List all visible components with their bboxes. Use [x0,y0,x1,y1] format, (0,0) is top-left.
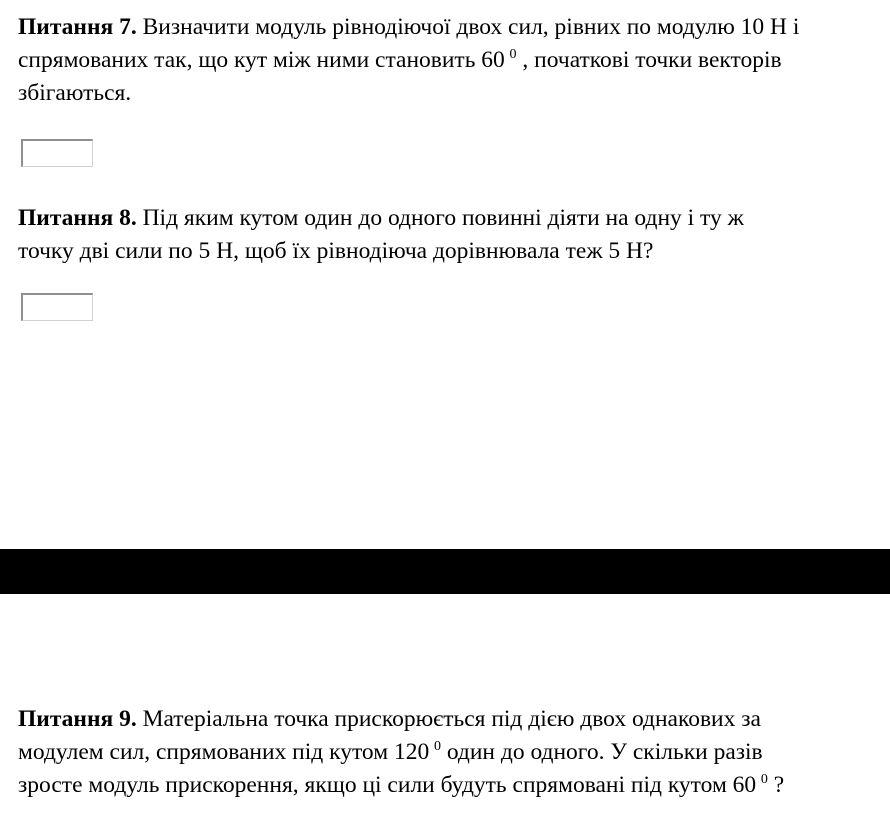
question-9-line-1 [18,703,890,736]
degree-mark: 0 [433,739,441,754]
question-8-line-1 [18,202,890,235]
question-9-number: Питання 9. [18,706,137,732]
question-7-text-4: збігаються. [18,80,132,106]
question-8-text-2: точку дві сили по 5 Н, щоб їх рівнодіюча дорівнювала теж 5 Н? [18,238,654,264]
black-separator-band [0,549,890,594]
question-9-text-4: зросте модуль прискорення, якщо ці сили будуть спрямовані під кутом 60 [18,772,757,798]
question-9 [18,703,890,802]
question-7-text-3: , початкові точки векторів [516,47,782,73]
degree-mark: 0 [760,772,768,787]
question-8-text-1: Під яким кутом один до одного повинні діяти на одну і ту ж [136,205,744,231]
question-8-number: Питання 8. [18,205,137,231]
question-9-line-3 [18,769,890,802]
question-7-line-3 [18,77,890,110]
question-7-number: Питання 7. [18,14,137,40]
question-7-text-2: спрямованих так, що кут між ними становить 60 [18,47,505,73]
question-7 [18,11,890,110]
question-8-line-2 [18,235,890,268]
question-9-line-2 [18,736,890,769]
question-9-text-1: Матеріальна точка прискорюється під дією двох однакових за [136,706,761,732]
question-9-text-3: один до одного. У скільки разів [440,739,763,765]
answer-input-question-7[interactable] [21,139,93,167]
question-7-line-1 [18,11,890,44]
question-9-text-2: модулем сил, спрямованих під кутом 120 [18,739,430,765]
answer-input-question-8[interactable] [21,293,93,321]
degree-mark: 0 [509,47,517,62]
question-9-text-5: ? [767,772,785,798]
question-8 [18,202,890,268]
question-7-line-2 [18,44,890,77]
question-7-text-1: Визначити модуль рівнодіючої двох сил, рівних по модулю 10 Н і [136,14,800,40]
